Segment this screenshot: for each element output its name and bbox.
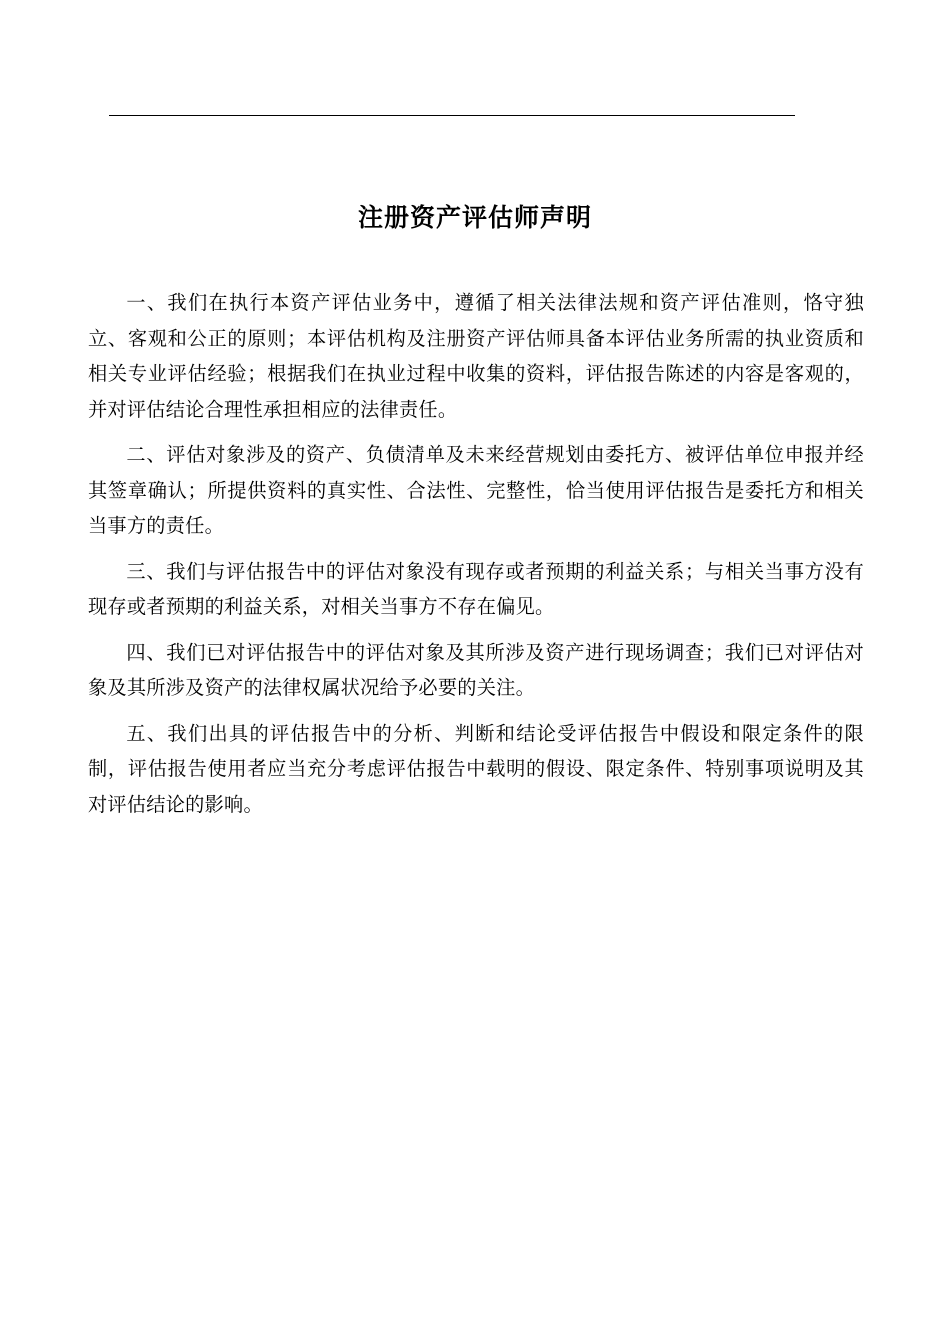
header-rule: [109, 115, 795, 116]
page-title: 注册资产评估师声明: [357, 203, 592, 232]
statement-body: [88, 285, 864, 832]
statement-paragraph-2: 二、评估对象涉及的资产、负债清单及未来经营规划由委托方、被评估单位申报并经其签章确认；所提供资料的真实性、合法性、完整性，恰当使用评估报告是委托方和相关当事方的责任。: [88, 443, 864, 537]
statement-paragraph-1: 一、我们在执行本资产评估业务中，遵循了相关法律法规和资产评估准则，恪守独立、客观和公正的原则；本评估机构及注册资产评估师具备本评估业务所需的执业资质和相关专业评估经验；根据我们在执业过程中收集的资料，评估报告陈述的内容是客观的，并对评估结论合理性承担相应的法律责任。: [88, 291, 864, 421]
statement-paragraph-5: 五、我们出具的评估报告中的分析、判断和结论受评估报告中假设和限定条件的限制，评估报告使用者应当充分考虑评估报告中载明的假设、限定条件、特别事项说明及其对评估结论的影响。: [88, 721, 864, 816]
statement-paragraph-3: 三、我们与评估报告中的评估对象没有现存或者预期的利益关系；与相关当事方没有现存或者预期的利益关系，对相关当事方不存在偏见。: [88, 559, 864, 618]
statement-paragraph-4: 四、我们已对评估报告中的评估对象及其所涉及资产进行现场调查；我们已对评估对象及其所涉及资产的法律权属状况给予必要的关注。: [88, 640, 864, 699]
